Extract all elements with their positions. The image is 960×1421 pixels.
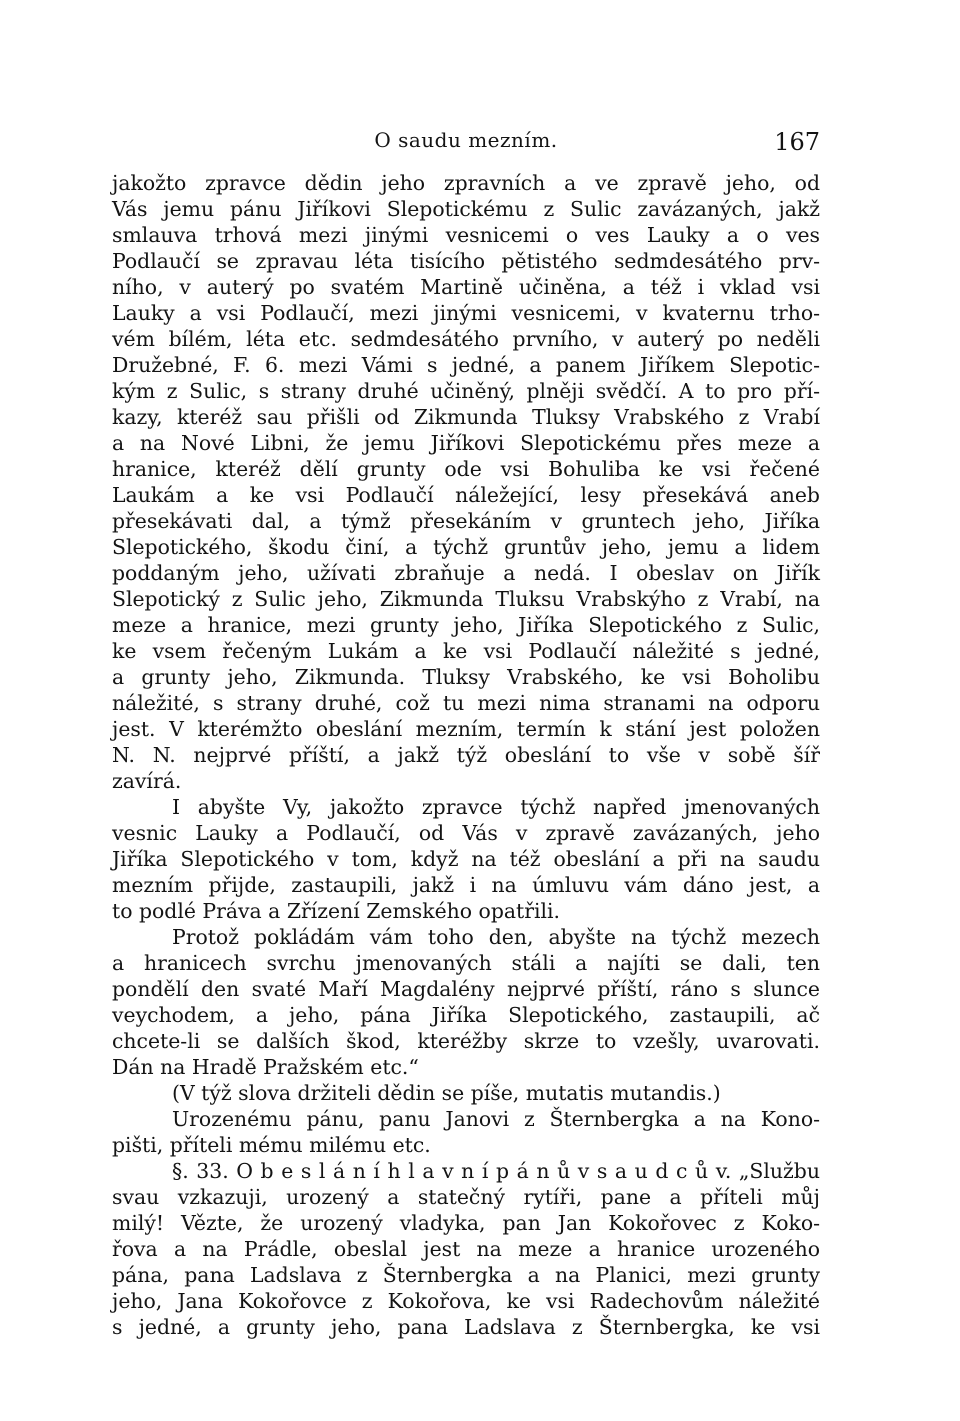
text-line: §. 33. O b e s l á n í h l a v n í p á n ů v s a u d c ů v. „Službu [172,1159,820,1183]
text-line: I abyšte Vy, jakožto zpravce týchž napřed jmenovaných [172,795,820,819]
text-line: smlauva trhová mezi jinými vesnicemi o ves Lauky a o ves [112,223,820,247]
text-line: pána, pana Ladslava z Šternbergka a na Planici, mezi grunty [112,1263,820,1287]
text-line: pondělí den svaté Maří Magdalény nejprvé příští, ráno s slunce [112,977,820,1001]
text-line: kazy, kteréž sau přišli od Zikmunda Tluksy Vrabského z Vrabí [112,405,820,429]
text-line: Laukám a ke vsi Podlaučí náležející, lesy přesekává aneb [112,483,820,507]
text-line: poddaným jeho, užívati zbraňuje a nedá. I obeslav on Jiřík [112,561,820,585]
text-line: Slepotický z Sulic jeho, Zikmunda Tluksu Vrabskýho z Vrabí, na [112,587,820,611]
text-line: meze a hranice, mezi grunty jeho, Jiříka Slepotického z Sulic, [112,613,820,637]
text-line: Podlaučí se zpravau léta tisícího pětistého sedmdesátého prv- [112,249,820,273]
text-line: Urozenému pánu, panu Janovi z Šternbergka a na Kono- [172,1107,820,1131]
text-line: vesnic Lauky a Podlaučí, od Vás v zpravě zavázaných, jeho [112,821,820,845]
text-line: (V týž slova držiteli dědin se píše, mutatis mutandis.) [172,1081,721,1105]
text-line: a hranicech svrchu jmenovaných stáli a najíti se dali, ten [112,951,820,975]
text-line: řova a na Prádle, obeslal jest na meze a hranice urozeného [112,1237,820,1261]
text-line: mezním přijde, zastaupili, jakž i na úmluvu vám dáno jest, a [112,873,820,897]
text-line: chcete-li se dalších škod, kteréžby skrze to vzešly, uvarovati. [112,1029,820,1053]
text-line: přesekávati dal, a týmž přesekáním v gruntech jeho, Jiříka [112,509,820,533]
text-line: vém bílém, léta etc. sedmdesátého prvního, v auterý po neděli [112,327,820,351]
text-line: jeho, Jana Kokořovce z Kokořova, ke vsi Radechovům náležité [112,1289,820,1313]
text-line: pišti, příteli mému milému etc. [112,1133,431,1157]
text-line: Jiříka Slepotického v tom, když na též obeslání a při na saudu [112,847,820,871]
text-line: Slepotického, škodu činí, a týchž gruntův jeho, jemu a lidem [112,535,820,559]
text-line: a grunty jeho, Zikmunda. Tluksy Vrabského, ke vsi Boholibu [112,665,820,689]
text-line: jest. V kterémžto obeslání mezním, termín k stání jest položen [112,717,820,741]
text-line: Lauky a vsi Podlaučí, mezi jinými vesnicemi, v kvaternu trho- [112,301,820,325]
text-line: zavírá. [112,769,182,793]
page-number: 167 [774,128,820,156]
text-line: a na Nové Libni, že jemu Jiříkovi Slepotickému přes meze a [112,431,820,455]
text-line: N. N. nejprvé příští, a jakž týž obeslání to vše v sobě šíř [112,743,820,767]
running-title: O saudu mezním. [374,128,558,152]
text-line: kým z Sulic, s strany druhé učiněný, plněji svědčí. A to pro pří- [112,379,820,403]
page-header [112,128,820,162]
text-line: hranice, kteréž dělí grunty ode vsi Bohuliba ke vsi řečené [112,457,820,481]
body-text [112,170,820,1340]
text-line: milý! Vězte, že urozený vladyka, pan Jan Kokořovec z Koko- [112,1211,820,1235]
text-line: svau vzkazuji, urozený a statečný rytíři, pane a příteli můj [112,1185,820,1209]
text-line: Protož pokládám vám toho den, abyšte na týchž mezech [172,925,820,949]
text-line: to podlé Práva a Zřízení Zemského opatřili. [112,899,561,923]
text-line: s jedné, a grunty jeho, pana Ladslava z Šternbergka, ke vsi [112,1315,820,1339]
text-line: Dán na Hradě Pražském etc.“ [112,1055,419,1079]
text-line: náležité, s strany druhé, což tu mezi nima stranami na odporu [112,691,820,715]
text-line: veychodem, a jeho, pána Jiříka Slepotického, zastaupili, ač [112,1003,820,1027]
text-line: ního, v auterý po svatém Martině učiněna, a též i vklad vsi [112,275,820,299]
text-line: Vás jemu pánu Jiříkovi Slepotickému z Sulic zavázaných, jakž [112,197,820,221]
text-line: ke vsem řečeným Lukám a ke vsi Podlaučí náležité s jedné, [112,639,820,663]
text-line: Družebné, F. 6. mezi Vámi s jedné, a panem Jiříkem Slepotic- [112,353,820,377]
text-line: jakožto zpravce dědin jeho zpravních a ve zpravě jeho, od [112,171,820,195]
